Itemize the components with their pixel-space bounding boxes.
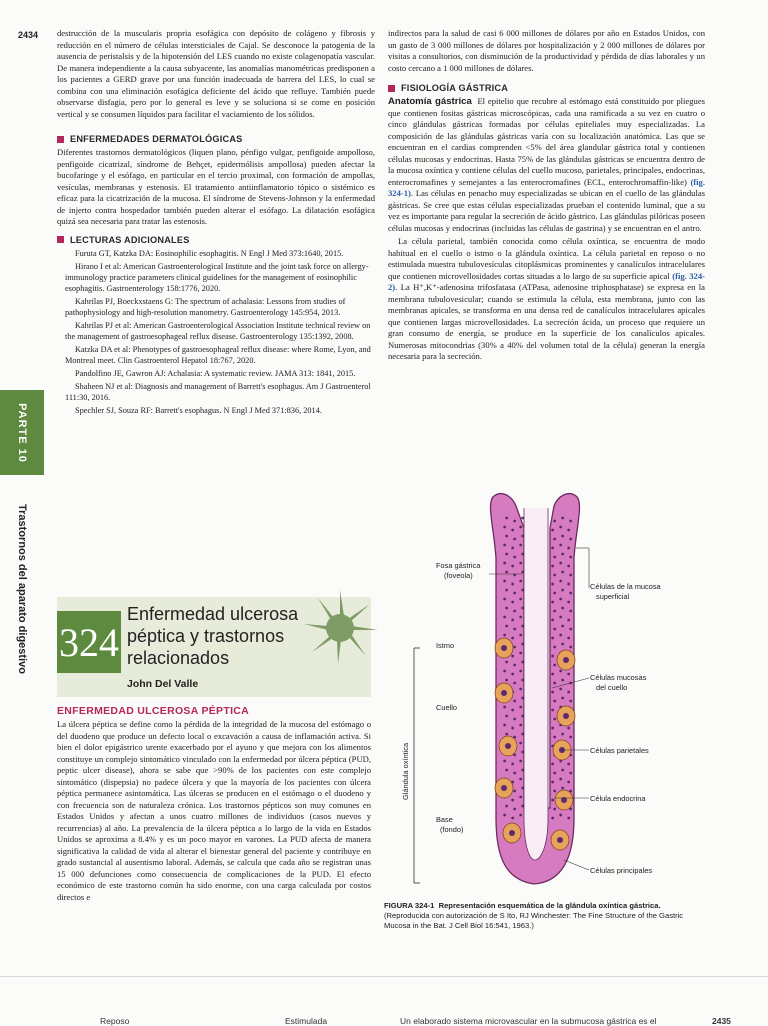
cell-nucleus bbox=[551, 673, 554, 676]
cell-nucleus bbox=[561, 679, 564, 682]
cell-nucleus bbox=[519, 760, 522, 763]
anatomia-text: El epitelio que recubre al estómago está constituido por pliegues que contienen fositas gástricas microscópicas, cada una ramificada a su vez en cuatro o cinco glándulas gástricas formadas por células epiteliales muy especializadas. La composición de las glándulas gástricas varía con su localización anatómica. Las que se encuentran en el cardias comprenden <5% del área glandular gástrica total y contienen células mucosas y endocrinas. Hasta 75% de las glándulas gástricas se encuentra dentro de la mucosa oxíntica y contiene células del cuello mucoso, parietales, principales, endocrinas, enterocromafines y semejantes a las enterocromafines (ECL, enterochromaffin-like) bbox=[388, 96, 705, 187]
cell-nucleus bbox=[567, 547, 570, 550]
cell-nucleus bbox=[553, 718, 556, 721]
section-heading-text: LECTURAS ADICIONALES bbox=[70, 234, 190, 245]
cell-nucleus bbox=[503, 706, 506, 709]
cell-nucleus bbox=[519, 688, 522, 691]
cell-nucleus bbox=[511, 601, 514, 604]
cell-nucleus bbox=[505, 571, 508, 574]
cell-nucleus bbox=[503, 526, 506, 529]
cell-nucleus bbox=[519, 598, 522, 601]
reference-item: Kahrilas PJ, Boeckxstaens G: The spectrum of achalasia: Lessons from studies of pathophysiology and high-resolution manometry. Gastroenterology 145:954, 2013. bbox=[65, 296, 346, 317]
chapter-body-paragraph: La úlcera péptica se define como la pérdida de la integridad de la mucosa del estómago o del duodeno que produce un defecto local o excavación a causa de inflamación activa. Si bien el dolor epigástrico urente exacerbado por el ayuno y que mejora con los alimentos constituye un complejo sintomático vinculado con la enfermedad por úlcera péptica (PUD, peptic ulcer disease), ahora se sabe que >90% de los pacientes con este complejo sintomático (dispepsia) no padece úlcera y que la mayoría de los pacientes con úlcera péptica permanece asintomática. Las úlceras se producen en el estómago o el duodeno y con frecuencia son de naturaleza crónica. Los trastornos pépticos son muy comunes en Estados Unidos y afectan a unos cuatro millones de individuos (casos nuevos y recurrencias) al año. La prevalencia de la úlcera péptica a lo largo de la vida en Estados Unidos se aproxima a 8.4% y es un poco mayor en varones. La PUD afecta de manera significativa la calidad de vida al alterar el bienestar general del paciente y contribuye en grado sustancial al ausentismo laboral. Además, se calcula que cada año se registran unas 15 000 defunciones como consecuencia de complicaciones de la PUD. El efecto económico de este trastorno común ha sido enorme, con una carga calculada por costos directos e bbox=[57, 719, 371, 902]
cell-nucleus bbox=[551, 619, 554, 622]
cell-nucleus bbox=[569, 646, 572, 649]
cell-nucleus bbox=[521, 679, 524, 682]
cell-nucleus bbox=[521, 751, 524, 754]
anatomia-paragraph bbox=[388, 96, 705, 234]
cell-nucleus bbox=[511, 799, 514, 802]
cell-nucleus bbox=[505, 553, 508, 556]
caption-title: Representación esquemática de la glándula oxíntica gástrica. bbox=[438, 901, 661, 910]
cell-nucleus bbox=[567, 673, 570, 676]
cell-nucleus bbox=[559, 778, 562, 781]
cell-nucleus bbox=[505, 625, 508, 628]
cell-nucleus bbox=[561, 643, 564, 646]
cell-nucleus bbox=[561, 697, 564, 700]
label-mucosas-cuello-2: del cuello bbox=[596, 683, 628, 692]
cell-nucleus bbox=[511, 655, 514, 658]
cell-nucleus bbox=[505, 589, 508, 592]
cell-nucleus bbox=[505, 715, 508, 718]
cell-nucleus bbox=[503, 814, 506, 817]
label-glandula: Glándula oxíntica bbox=[401, 742, 410, 800]
section-heading-lecturas bbox=[57, 235, 375, 245]
cell-nucleus bbox=[553, 790, 556, 793]
footer-page-number: 2435 bbox=[712, 1016, 731, 1026]
parietal-cell-nucleus bbox=[563, 713, 569, 719]
cell-nucleus bbox=[513, 808, 516, 811]
cell-nucleus bbox=[511, 817, 514, 820]
cell-nucleus bbox=[553, 574, 556, 577]
cell-nucleus bbox=[513, 772, 516, 775]
cell-nucleus bbox=[559, 526, 562, 529]
label-principales: Células principales bbox=[590, 866, 653, 875]
parietal-cell-nucleus bbox=[509, 830, 515, 836]
cell-nucleus bbox=[521, 787, 524, 790]
cell-nucleus bbox=[551, 583, 554, 586]
label-mucosas-cuello: Células mucosas bbox=[590, 673, 647, 682]
cell-nucleus bbox=[513, 520, 516, 523]
page-number: 2434 bbox=[18, 30, 39, 40]
chapter-title bbox=[127, 603, 327, 669]
chapter-title-line: relacionados bbox=[127, 648, 230, 668]
cell-nucleus bbox=[521, 553, 524, 556]
cell-nucleus bbox=[559, 634, 562, 637]
cell-nucleus bbox=[513, 592, 516, 595]
cell-nucleus bbox=[569, 772, 572, 775]
cell-nucleus bbox=[511, 727, 514, 730]
derm-paragraph: Diferentes trastornos dermatológicos (liquen plano, pénfigo vulgar, penfigoide ampolloso, penfigoide cicatrizal, síndrome de Behçet, epidermólisis ampollosa) pueden afectar la bucofaringe y el esófago, en particular en el tercio proximal, con formación de ampollas, vesículas, membranas y estenosis. El tratamiento antiinflamatorio tópico o sistémico es eficaz para la cicatrización de la mucosa. El síndrome de Stevens-Johnson y la enfermedad de injerto contra hospedador también pueden alterar el esófago. La dilatación esofágica quizá sea necesaria para tratar las estenosis. bbox=[57, 147, 375, 226]
reference-item: Kahrilas PJ et al: American Gastroenterological Association Institute technical review on the management of gastroesophageal reflux disease. Gastroenterology 135:1392, 2008. bbox=[65, 320, 371, 341]
cell-nucleus bbox=[511, 619, 514, 622]
cell-nucleus bbox=[521, 769, 524, 772]
cell-nucleus bbox=[567, 781, 570, 784]
cell-nucleus bbox=[511, 709, 514, 712]
chapter-body bbox=[57, 719, 371, 905]
cell-nucleus bbox=[513, 700, 516, 703]
cell-nucleus bbox=[553, 772, 556, 775]
cell-nucleus bbox=[503, 580, 506, 583]
chapter-section-heading: ENFERMEDAD ULCEROSA PÉPTICA bbox=[57, 705, 250, 717]
cell-nucleus bbox=[551, 655, 554, 658]
cell-nucleus bbox=[505, 517, 508, 520]
cell-nucleus bbox=[567, 817, 570, 820]
right-intro-paragraph: indirectos para la salud de casi 6 000 millones de dólares por año en Estados Unidos, con un gasto de 3 000 millones de dólares por hospitalización y 2 000 millones de dólares por visitas a consultorios, con disminución de la productividad y pérdida de días laborales y un costo cercano a 1 000 millones de dólares. bbox=[388, 28, 705, 73]
cell-nucleus bbox=[569, 628, 572, 631]
parietal-cell-nucleus bbox=[501, 690, 507, 696]
cell-nucleus bbox=[553, 610, 556, 613]
cell-nucleus bbox=[521, 571, 524, 574]
footer-estimulada: Estimulada bbox=[285, 1016, 328, 1026]
cell-nucleus bbox=[551, 799, 554, 802]
cell-nucleus bbox=[559, 580, 562, 583]
cell-nucleus bbox=[521, 733, 524, 736]
cell-nucleus bbox=[551, 601, 554, 604]
label-parietales: Células parietales bbox=[590, 746, 649, 755]
cell-nucleus bbox=[521, 715, 524, 718]
cell-nucleus bbox=[559, 670, 562, 673]
section-square-icon bbox=[388, 85, 395, 92]
cell-nucleus bbox=[567, 601, 570, 604]
cell-nucleus bbox=[551, 727, 554, 730]
label-mucosa-superficial-2: superficial bbox=[596, 592, 630, 601]
cell-nucleus bbox=[519, 724, 522, 727]
cell-nucleus bbox=[521, 697, 524, 700]
reference-item: Hirano I et al: American Gastroenterological Institute and the joint task force on allergy-immunology practice parameters clinical guidelines for the management of eosinophilic esophagitis. Gastroenterology 158:1776, 2020. bbox=[65, 261, 369, 293]
reference-item: Shaheen NJ et al: Diagnosis and management of Barrett's esophagus. Am J Gastroenterol 111:30, 2016. bbox=[65, 381, 371, 402]
cell-nucleus bbox=[561, 571, 564, 574]
parietal-cell-nucleus bbox=[563, 657, 569, 663]
cell-nucleus bbox=[513, 718, 516, 721]
chapter-author: John Del Valle bbox=[127, 678, 199, 690]
reference-item: Spechler SJ, Souza RF: Barrett's esophagus. N Engl J Med 371:836, 2014. bbox=[75, 405, 322, 415]
cell-nucleus bbox=[569, 592, 572, 595]
parietal-text: . La H⁺,K⁺-adenosina trifosfatasa (ATPasa, adenosine triphosphatase) se expresa en la membrana tubulovesicular; cuando se estimula la célula, esta membrana, junto con las membranas apicales, se transforma en una densa red de canalículos intracelulares apicales que contienen largas microvellosidades. La secreción ácida, un proceso que requiere un gran consumo de energía, se produce en la superficie de los canalículos apicales. Numerosas mitocondrias (30% a 40% del volumen total de la célula) generan la energía necesaria para la secreción. bbox=[388, 282, 705, 361]
cell-nucleus bbox=[503, 598, 506, 601]
cell-nucleus bbox=[561, 589, 564, 592]
section-tab bbox=[0, 478, 44, 700]
cell-nucleus bbox=[519, 580, 522, 583]
label-foveola: (foveola) bbox=[444, 571, 473, 580]
cell-nucleus bbox=[553, 592, 556, 595]
cell-nucleus bbox=[503, 634, 506, 637]
cell-nucleus bbox=[553, 808, 556, 811]
label-fosa: Fosa gástrica bbox=[436, 561, 481, 570]
cell-nucleus bbox=[569, 610, 572, 613]
cell-nucleus bbox=[561, 553, 564, 556]
cell-nucleus bbox=[569, 538, 572, 541]
label-base: Base bbox=[436, 815, 453, 824]
part-tab bbox=[0, 390, 44, 475]
section-square-icon bbox=[57, 136, 64, 143]
cell-nucleus bbox=[561, 769, 564, 772]
cell-nucleus bbox=[513, 628, 516, 631]
parietal-cell-nucleus bbox=[557, 837, 563, 843]
cell-nucleus bbox=[511, 529, 514, 532]
cell-nucleus bbox=[521, 517, 524, 520]
caption-label: FIGURA 324-1 bbox=[384, 901, 435, 910]
cell-nucleus bbox=[569, 556, 572, 559]
figure-caption bbox=[384, 901, 704, 931]
reference-item: Katzka DA et al: Phenotypes of gastroesophageal reflux disease: where Rome, Lyon, and Montreal meet. Clin Gastroenterol Hepatol 18:767, 2020. bbox=[65, 344, 371, 365]
cell-nucleus bbox=[551, 817, 554, 820]
cell-nucleus bbox=[519, 616, 522, 619]
right-column bbox=[388, 28, 705, 365]
cell-nucleus bbox=[553, 664, 556, 667]
cell-nucleus bbox=[551, 637, 554, 640]
anatomia-text: . Las células en penacho muy especializadas se ubican en el cuello de las glándulas gástricas. Se cree que estas células especializadas prueban el contenido luminal, que a su vez es importante para regular la secreción de ácido gástrico. Las glándulas pilóricas poseen células mucosas y endocrinas (incluidas las células de gastrina) y se encuentran en el antro. bbox=[388, 188, 705, 233]
cell-nucleus bbox=[503, 562, 506, 565]
cell-nucleus bbox=[553, 538, 556, 541]
cell-nucleus bbox=[519, 814, 522, 817]
cell-nucleus bbox=[503, 670, 506, 673]
label-endocrina: Célula endocrina bbox=[590, 794, 646, 803]
footer-next-page-text: Un elaborado sistema microvascular en la submucosa gástrica es el bbox=[400, 1016, 657, 1026]
cell-nucleus bbox=[569, 736, 572, 739]
cell-nucleus bbox=[553, 682, 556, 685]
cell-nucleus bbox=[561, 535, 564, 538]
chapter-title-line: Enfermedad ulcerosa bbox=[127, 604, 299, 624]
cell-nucleus bbox=[519, 706, 522, 709]
cell-nucleus bbox=[505, 535, 508, 538]
cell-nucleus bbox=[569, 520, 572, 523]
cell-nucleus bbox=[567, 565, 570, 568]
cell-nucleus bbox=[521, 607, 524, 610]
cell-nucleus bbox=[551, 781, 554, 784]
cell-nucleus bbox=[561, 607, 564, 610]
section-heading-text: FISIOLOGÍA GÁSTRICA bbox=[401, 83, 509, 93]
intro-paragraph: destrucción de la muscularis propria esofágica con depósito de colágeno y fibrosis y reducción en el número de células intersticiales de Cajal. Se desconoce la patogenia de la ausencia de peristalsis y de la hipotensión del LES cuando no existe colagenopatía vascular. De manera independiente a la causa subyacente, las anomalías manométricas predisponen a los pacientes a GERD grave por una función inadecuada de barrera del LES, lo cual se combina con una eliminación esofágica deficiente del ácido que refluye. También puede observarse disfagia, pero por lo general es leve y se soluciona si se come en posición vertical y se consumen líquidos para facilitar el vaciamiento de los sólidos. bbox=[57, 28, 375, 119]
section-square-icon bbox=[57, 236, 64, 243]
cell-nucleus bbox=[569, 574, 572, 577]
cell-nucleus bbox=[503, 544, 506, 547]
cell-nucleus bbox=[559, 562, 562, 565]
cell-nucleus bbox=[567, 637, 570, 640]
cell-nucleus bbox=[561, 517, 564, 520]
footer-reposo: Reposo bbox=[100, 1016, 130, 1026]
cell-nucleus bbox=[503, 724, 506, 727]
cell-nucleus bbox=[559, 598, 562, 601]
label-istmo: Istmo bbox=[436, 641, 455, 650]
cell-nucleus bbox=[551, 691, 554, 694]
cell-nucleus bbox=[519, 778, 522, 781]
cell-nucleus bbox=[567, 583, 570, 586]
parietal-cell-nucleus bbox=[505, 743, 511, 749]
reference-item: Furuta GT, Katzka DA: Eosinophilic esophagitis. N Engl J Med 373:1640, 2015. bbox=[75, 248, 344, 258]
left-column bbox=[57, 28, 375, 418]
cell-nucleus bbox=[505, 661, 508, 664]
page-bottom-rule bbox=[0, 976, 768, 977]
cell-nucleus bbox=[513, 682, 516, 685]
cell-nucleus bbox=[513, 610, 516, 613]
cell-nucleus bbox=[561, 787, 564, 790]
chapter-number: 324 bbox=[57, 611, 121, 673]
cell-nucleus bbox=[521, 805, 524, 808]
reference-item: Pandolfino JE, Gawron AJ: Achalasia: A systematic review. JAMA 313: 1841, 2015. bbox=[75, 368, 356, 378]
cell-nucleus bbox=[553, 556, 556, 559]
cell-nucleus bbox=[561, 733, 564, 736]
part-tab-label: PARTE 10 bbox=[16, 402, 29, 463]
cell-nucleus bbox=[511, 763, 514, 766]
cell-nucleus bbox=[511, 673, 514, 676]
cell-nucleus bbox=[567, 691, 570, 694]
cell-nucleus bbox=[511, 565, 514, 568]
gland-illustration bbox=[491, 494, 580, 884]
cell-nucleus bbox=[521, 589, 524, 592]
cell-nucleus bbox=[567, 619, 570, 622]
cell-nucleus bbox=[567, 529, 570, 532]
parietal-cell-nucleus bbox=[501, 645, 507, 651]
oxyntic-gland-figure bbox=[384, 488, 708, 896]
section-heading-derm bbox=[57, 134, 375, 144]
cell-nucleus bbox=[519, 796, 522, 799]
cell-nucleus bbox=[503, 616, 506, 619]
cell-nucleus bbox=[519, 670, 522, 673]
cell-nucleus bbox=[553, 520, 556, 523]
cell-nucleus bbox=[551, 547, 554, 550]
cell-nucleus bbox=[553, 736, 556, 739]
cell-nucleus bbox=[559, 616, 562, 619]
cell-nucleus bbox=[521, 625, 524, 628]
cell-nucleus bbox=[519, 526, 522, 529]
cell-nucleus bbox=[511, 547, 514, 550]
parietal-paragraph bbox=[388, 236, 705, 363]
cell-nucleus bbox=[513, 664, 516, 667]
section-heading-text: ENFERMEDADES DERMATOLÓGICAS bbox=[70, 134, 243, 144]
cell-nucleus bbox=[551, 565, 554, 568]
cell-nucleus bbox=[559, 814, 562, 817]
cell-nucleus bbox=[513, 556, 516, 559]
label-mucosa-superficial: Células de la mucosa bbox=[590, 582, 661, 591]
caption-text: (Reproducida con autorización de S Ito, RJ Winchester: The Fine Structure of the Gastric Mucosa in the Bat. J Cell Biol 16:541, 1963.) bbox=[384, 911, 684, 930]
cell-nucleus bbox=[521, 661, 524, 664]
cell-nucleus bbox=[505, 733, 508, 736]
cell-nucleus bbox=[505, 769, 508, 772]
figure-link[interactable]: (fig. 324-1) bbox=[388, 176, 705, 198]
cell-nucleus bbox=[553, 646, 556, 649]
cell-nucleus bbox=[505, 805, 508, 808]
cell-nucleus bbox=[513, 646, 516, 649]
cell-nucleus bbox=[567, 727, 570, 730]
cell-nucleus bbox=[553, 700, 556, 703]
cell-nucleus bbox=[521, 643, 524, 646]
anatomia-title: Anatomía gástrica bbox=[388, 96, 472, 107]
cell-nucleus bbox=[519, 742, 522, 745]
cell-nucleus bbox=[551, 709, 554, 712]
cell-nucleus bbox=[551, 763, 554, 766]
figure-link[interactable]: (fig. 324-2) bbox=[388, 270, 706, 292]
cell-nucleus bbox=[519, 562, 522, 565]
label-cuello: Cuello bbox=[436, 703, 457, 712]
cell-nucleus bbox=[521, 535, 524, 538]
cell-nucleus bbox=[567, 763, 570, 766]
cell-nucleus bbox=[513, 790, 516, 793]
cell-nucleus bbox=[513, 538, 516, 541]
cell-nucleus bbox=[519, 634, 522, 637]
cell-nucleus bbox=[559, 688, 562, 691]
parietal-text: La célula parietal, también conocida como célula oxíntica, se encuentra de modo habitual en el cuello o istmo o la glándula oxíntica. La célula parietal en reposo o no estimulada muestra tubulovesículas citoplásmicas prominentes y canalículos intracelulares que contienen microvellosidades cortas situadas a lo largo de su superficie apical bbox=[388, 236, 705, 281]
cell-nucleus bbox=[511, 637, 514, 640]
cell-nucleus bbox=[553, 628, 556, 631]
cell-nucleus bbox=[561, 625, 564, 628]
cell-nucleus bbox=[519, 652, 522, 655]
cell-nucleus bbox=[519, 544, 522, 547]
parietal-cell-nucleus bbox=[501, 785, 507, 791]
cell-nucleus bbox=[505, 607, 508, 610]
cell-nucleus bbox=[551, 529, 554, 532]
section-heading-fisiologia bbox=[388, 83, 705, 93]
cell-nucleus bbox=[511, 583, 514, 586]
chapter-title-line: péptica y trastornos bbox=[127, 626, 285, 646]
section-tab-label: Trastornos del aparato digestivo bbox=[16, 504, 28, 674]
cell-nucleus bbox=[503, 760, 506, 763]
label-fondo: (fondo) bbox=[440, 825, 464, 834]
cell-nucleus bbox=[559, 544, 562, 547]
reference-list bbox=[57, 248, 375, 416]
cell-nucleus bbox=[569, 700, 572, 703]
cell-nucleus bbox=[505, 679, 508, 682]
